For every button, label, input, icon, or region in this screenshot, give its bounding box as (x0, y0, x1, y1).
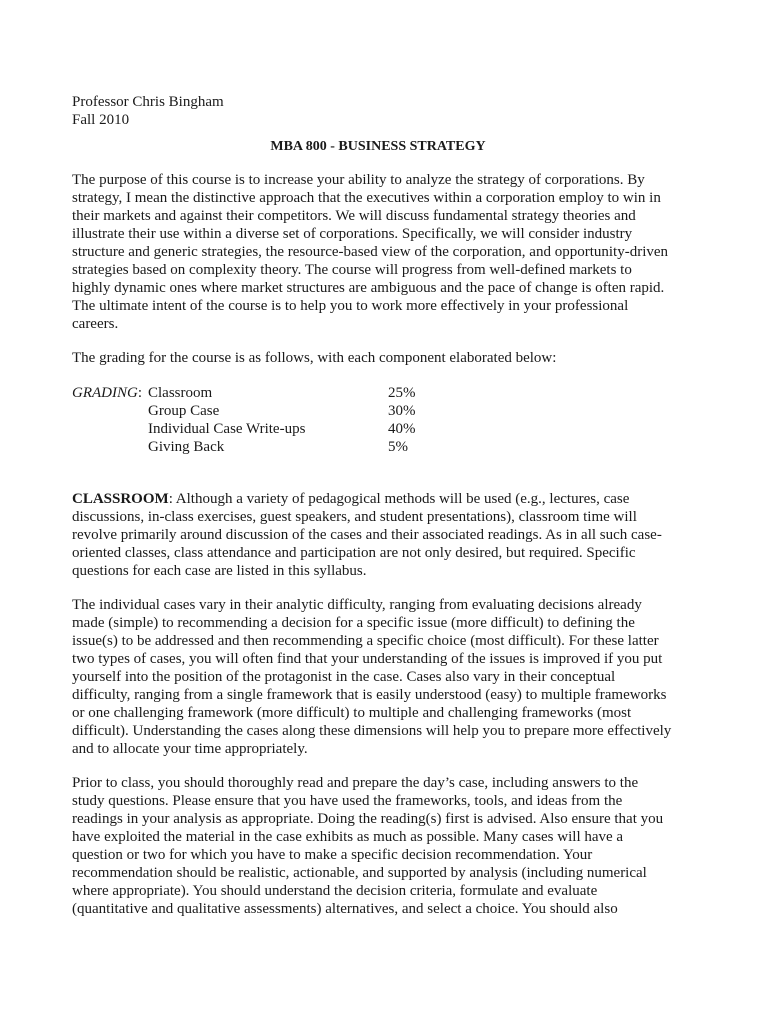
grading-percent: 5% (388, 439, 408, 455)
paragraph-line: yourself into the position of the protagonist in the case. Cases also vary in their conceptual (72, 669, 616, 685)
grading-row (72, 420, 678, 438)
course-title: MBA 800 - BUSINESS STRATEGY (270, 139, 486, 154)
paragraph-line: issue(s) to be addressed and then recommending a specific choice (most difficult). For these latter (72, 633, 659, 649)
paragraph-line: have exploited the material in the case exhibits as much as possible. Many cases will have a (72, 829, 624, 845)
paragraph-line: structure and generic strategies, the resource-based view of the corporation, and opportunity-driven (72, 244, 669, 260)
paragraph-line: highly dynamic ones where market structures are ambiguous and the pace of change is often rapid. (72, 280, 665, 296)
grading-component: Classroom (148, 385, 213, 401)
grading-intro: The grading for the course is as follows, with each component elaborated below: (72, 350, 557, 366)
purpose-paragraph (72, 171, 678, 333)
paragraph-line: difficult). Understanding the cases along these dimensions will help you to prepare more effectively (72, 723, 672, 739)
grading-percent: 40% (388, 421, 416, 437)
paragraph-line: careers. (72, 316, 119, 332)
paragraph-line: The ultimate intent of the course is to help you to work more effectively in your professional (72, 298, 629, 314)
classroom-heading: CLASSROOM (72, 491, 169, 507)
term: Fall 2010 (72, 112, 130, 128)
paragraph-line: difficulty, ranging from a single framework that is easily understood (easy) to multiple frameworks (72, 687, 667, 703)
paragraph-line: Prior to class, you should thoroughly read and prepare the day’s case, including answers to the (72, 775, 639, 791)
grading-table (72, 384, 678, 456)
grading-row (72, 402, 678, 420)
grading-component: Group Case (148, 403, 220, 419)
paragraph-line: revolve primarily around discussion of the cases and their associated readings. As in all such case- (72, 527, 662, 543)
paragraph-line: recommendation should be realistic, actionable, and supported by analysis (including numerical (72, 865, 647, 881)
paragraph-line: strategy, I mean the distinctive approach that the executives within a corporation employ to win in (72, 190, 661, 206)
paragraph-line: The purpose of this course is to increase your ability to analyze the strategy of corporations. By (72, 172, 645, 188)
grading-component: Individual Case Write-ups (148, 421, 306, 437)
paragraph-line: where appropriate). You should understand the decision criteria, formulate and evaluate (72, 883, 598, 899)
paragraph-line: or one challenging framework (more difficult) to multiple and challenging frameworks (most (72, 705, 632, 721)
grading-percent: 30% (388, 403, 416, 419)
professor-name: Professor Chris Bingham (72, 94, 224, 110)
paragraph-line: two types of cases, you will often find that your understanding of the issues is improved if you put (72, 651, 663, 667)
paragraph-line: their markets and against their competitors. We will discuss fundamental strategy theories and (72, 208, 636, 224)
classroom-paragraph (72, 490, 678, 580)
paragraph-line: oriented classes, class attendance and participation are not only desired, but required. Specific (72, 545, 636, 561)
paragraph-line: made (simple) to recommending a decision for a specific issue (more difficult) to defining the (72, 615, 635, 631)
paragraph-line: questions for each case are listed in this syllabus. (72, 563, 367, 579)
grading-row (72, 384, 678, 402)
grading-lead: GRADING: (72, 385, 142, 401)
paragraph-line: CLASSROOM: Although a variety of pedagogical methods will be used (e.g., lectures, case (72, 491, 630, 507)
grading-row (72, 438, 678, 456)
paragraph-line: illustrate their use within a diverse set of corporations. Specifically, we will consider industry (72, 226, 633, 242)
paragraph-line: study questions. Please ensure that you have used the frameworks, tools, and ideas from the (72, 793, 623, 809)
cases-paragraph (72, 596, 678, 758)
paragraph-line: readings in your analysis as appropriate. Doing the reading(s) first is advised. Also ensure that you (72, 811, 664, 827)
paragraph-line: discussions, in-class exercises, guest speakers, and student presentations), classroom time will (72, 509, 637, 525)
paragraph-line: strategies based on complexity theory. The course will progress from well-defined markets to (72, 262, 632, 278)
grading-percent: 25% (388, 385, 416, 401)
paragraph-line: (quantitative and qualitative assessments) alternatives, and select a choice. You should also (72, 901, 618, 917)
paragraph-line: question or two for which you have to make a specific decision recommendation. Your (72, 847, 593, 863)
grading-component: Giving Back (148, 439, 225, 455)
paragraph-line: The individual cases vary in their analytic difficulty, ranging from evaluating decisions already (72, 597, 642, 613)
paragraph-line: and to allocate your time appropriately. (72, 741, 308, 757)
prior-paragraph (72, 774, 678, 918)
syllabus-page (72, 93, 678, 918)
